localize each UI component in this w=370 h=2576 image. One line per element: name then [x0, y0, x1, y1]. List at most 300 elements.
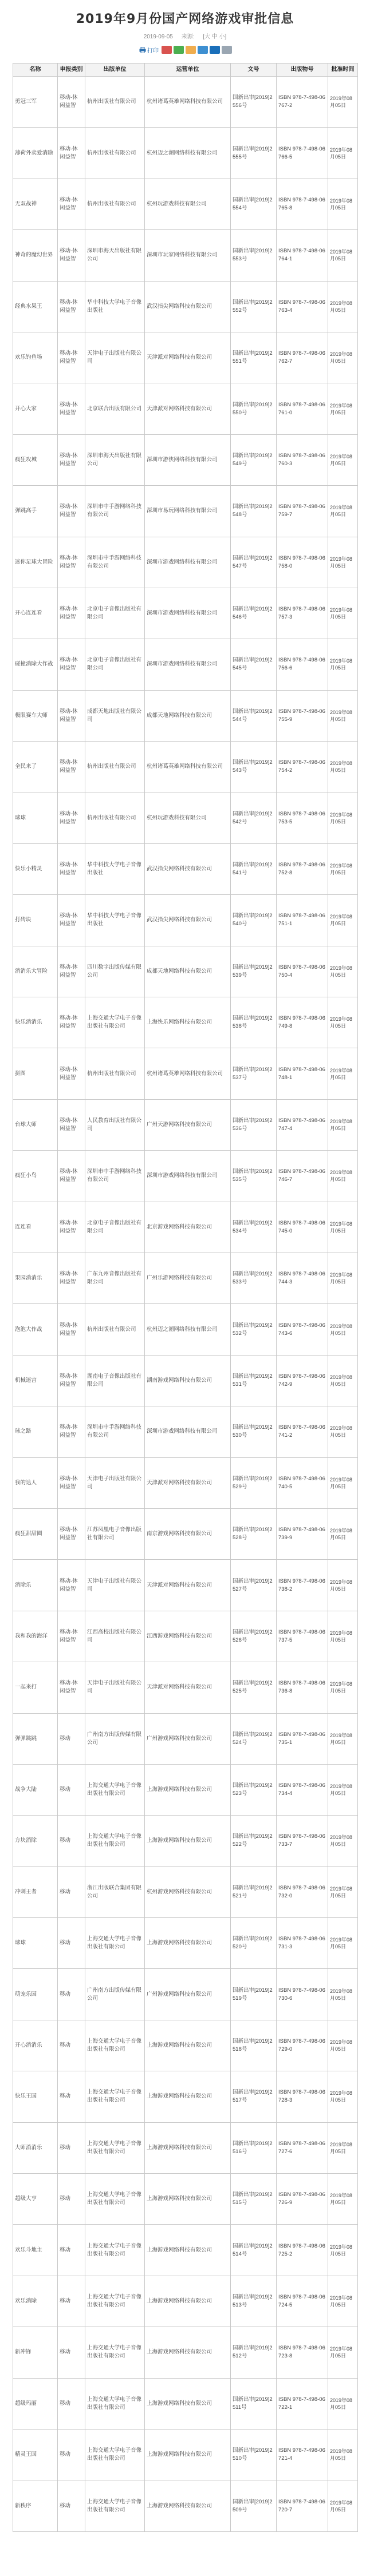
- isbn-cell: ISBN 978-7-498-06758-0: [277, 537, 328, 588]
- game-name-cell: 球球: [13, 792, 58, 843]
- table-row: [13, 946, 358, 997]
- approval-no-cell: 国新出审[2019]2511号: [231, 2378, 277, 2429]
- col-header-name: 名称: [13, 64, 58, 77]
- category-cell: 移动-休闲益智: [58, 1048, 85, 1099]
- table-row: [13, 2020, 358, 2071]
- approval-date-cell: 2019年08月05日: [328, 179, 358, 229]
- approval-date-cell: 2019年08月05日: [328, 2378, 358, 2429]
- publisher-cell: 杭州出版社有限公司: [85, 128, 145, 179]
- approval-date-cell: 2019年08月05日: [328, 742, 358, 792]
- approval-no-cell: 国新出审[2019]2522号: [231, 1816, 277, 1866]
- category-cell: 移动-休闲益智: [58, 179, 85, 229]
- page-title: 2019年9月份国产网络游戏审批信息: [76, 12, 294, 26]
- game-name-cell: 疯狂小鸟: [13, 1151, 58, 1202]
- publisher-cell: 浙江出版联合集团有限公司: [85, 1866, 145, 1917]
- table-row: [13, 690, 358, 741]
- isbn-cell: ISBN 978-7-498-06765-8: [277, 179, 328, 229]
- approval-date-cell: 2019年08月05日: [328, 1202, 358, 1253]
- isbn-cell: ISBN 978-7-498-06761-0: [277, 383, 328, 434]
- category-cell: 移动-休闲益智: [58, 281, 85, 332]
- approval-date-cell: 2019年08月05日: [328, 2429, 358, 2480]
- category-cell: 移动-休闲益智: [58, 792, 85, 843]
- approval-date-cell: 2019年08月05日: [328, 1304, 358, 1355]
- table-body: [13, 77, 358, 2532]
- operator-cell: 杭州游戏网络科技有限公司: [145, 1866, 231, 1917]
- source-label: 来源:: [181, 34, 195, 40]
- operator-cell: 上海游戏网络科技有限公司: [145, 2225, 231, 2276]
- share-toolbar: [13, 45, 357, 55]
- isbn-cell: ISBN 978-7-498-06735-1: [277, 1713, 328, 1764]
- isbn-cell: ISBN 978-7-498-06728-3: [277, 2071, 328, 2122]
- publisher-cell: 上海交通大学电子音像出版社有限公司: [85, 1816, 145, 1866]
- operator-cell: 上海游戏网络科技有限公司: [145, 2020, 231, 2071]
- operator-cell: 深圳市玩家网络科技有限公司: [145, 230, 231, 281]
- approval-no-cell: 国新出审[2019]2520号: [231, 1918, 277, 1969]
- publisher-cell: 上海交通大学电子音像出版社有限公司: [85, 2480, 145, 2531]
- publisher-cell: 杭州出版社有限公司: [85, 1304, 145, 1355]
- game-name-cell: 碰撞消除大作战: [13, 639, 58, 690]
- qzone-share-icon[interactable]: [186, 46, 196, 54]
- table-row: [13, 2225, 358, 2276]
- table-row: [13, 1406, 358, 1457]
- isbn-cell: ISBN 978-7-498-06740-5: [277, 1457, 328, 1508]
- approval-no-cell: 国新出审[2019]2546号: [231, 588, 277, 639]
- category-cell: 移动: [58, 1918, 85, 1969]
- category-cell: 移动-休闲益智: [58, 997, 85, 1048]
- isbn-cell: ISBN 978-7-498-06722-1: [277, 2378, 328, 2429]
- tencent-weibo-share-icon[interactable]: [198, 46, 208, 54]
- category-cell: 移动-休闲益智: [58, 230, 85, 281]
- approval-no-cell: 国新出审[2019]2519号: [231, 1969, 277, 2020]
- category-cell: 移动-休闲益智: [58, 332, 85, 383]
- isbn-cell: ISBN 978-7-498-06760-3: [277, 434, 328, 485]
- operator-cell: 杭州诸葛英雄网络科技有限公司: [145, 742, 231, 792]
- operator-cell: 杭州迈之潮网络科技有限公司: [145, 1304, 231, 1355]
- publisher-cell: 上海交通大学电子音像出版社有限公司: [85, 2122, 145, 2173]
- operator-cell: 天津派对网络科技有限公司: [145, 1662, 231, 1713]
- operator-cell: 杭州迈之潮网络科技有限公司: [145, 128, 231, 179]
- col-header-isbn: 出版物号: [277, 64, 328, 77]
- approval-no-cell: 国新出审[2019]2512号: [231, 2327, 277, 2378]
- approval-date-cell: 2019年08月05日: [328, 639, 358, 690]
- approval-no-cell: 国新出审[2019]2521号: [231, 1866, 277, 1917]
- approval-no-cell: 国新出审[2019]2556号: [231, 77, 277, 128]
- table-row: [13, 639, 358, 690]
- publisher-cell: 北京电子音像出版社有限公司: [85, 588, 145, 639]
- isbn-cell: ISBN 978-7-498-06747-4: [277, 1099, 328, 1150]
- approval-no-cell: 国新出审[2019]2528号: [231, 1508, 277, 1559]
- operator-cell: 上海游戏网络科技有限公司: [145, 2480, 231, 2531]
- isbn-cell: ISBN 978-7-498-06733-7: [277, 1816, 328, 1866]
- col-header-operator: 运营单位: [145, 64, 231, 77]
- operator-cell: 深圳市易玩网络科技有限公司: [145, 486, 231, 537]
- isbn-cell: ISBN 978-7-498-06734-4: [277, 1764, 328, 1815]
- category-cell: 移动-休闲益智: [58, 1611, 85, 1662]
- category-cell: 移动-休闲益智: [58, 77, 85, 128]
- table-row: [13, 2480, 358, 2531]
- approval-no-cell: 国新出审[2019]2542号: [231, 792, 277, 843]
- category-cell: 移动-休闲益智: [58, 1253, 85, 1303]
- operator-cell: 上海游戏网络科技有限公司: [145, 1764, 231, 1815]
- print-label: 打印: [147, 47, 159, 54]
- category-cell: 移动: [58, 1816, 85, 1866]
- publisher-cell: 深圳市中手游网络科技有限公司: [85, 1151, 145, 1202]
- publisher-cell: 成都天地出版社有限公司: [85, 690, 145, 741]
- category-cell: 移动-休闲益智: [58, 690, 85, 741]
- operator-cell: 深圳市游戏网络科技有限公司: [145, 537, 231, 588]
- approval-no-cell: 国新出审[2019]2538号: [231, 997, 277, 1048]
- approval-no-cell: 国新出审[2019]2540号: [231, 895, 277, 946]
- operator-cell: 湖南游戏网络科技有限公司: [145, 1355, 231, 1406]
- operator-cell: 深圳市游戏网络科技有限公司: [145, 588, 231, 639]
- isbn-cell: ISBN 978-7-498-06764-1: [277, 230, 328, 281]
- game-name-cell: 消消乐大冒险: [13, 946, 58, 997]
- operator-cell: 南京游戏网络科技有限公司: [145, 1508, 231, 1559]
- table-row: [13, 1764, 358, 1815]
- game-name-cell: 欢乐斗地主: [13, 2225, 58, 2276]
- approval-no-cell: 国新出审[2019]2539号: [231, 946, 277, 997]
- col-header-approval-no: 文号: [231, 64, 277, 77]
- operator-cell: 上海游戏网络科技有限公司: [145, 2122, 231, 2173]
- game-name-cell: 消除乐: [13, 1560, 58, 1611]
- operator-cell: 天津派对网络科技有限公司: [145, 383, 231, 434]
- game-name-cell: 弹弹跳跳: [13, 1713, 58, 1764]
- operator-cell: 杭州玩游戏科技有限公司: [145, 179, 231, 229]
- isbn-cell: ISBN 978-7-498-06743-6: [277, 1304, 328, 1355]
- publisher-cell: 天津电子出版社有限公司: [85, 1457, 145, 1508]
- publisher-cell: 杭州出版社有限公司: [85, 792, 145, 843]
- game-name-cell: 新冲锋: [13, 2327, 58, 2378]
- table-header: [13, 64, 358, 77]
- category-cell: 移动-休闲益智: [58, 1560, 85, 1611]
- publish-date: 2019-09-05: [143, 34, 173, 40]
- game-name-cell: 球之路: [13, 1406, 58, 1457]
- game-name-cell: 经典水果王: [13, 281, 58, 332]
- publisher-cell: 天津电子出版社有限公司: [85, 1662, 145, 1713]
- print-button[interactable]: [138, 46, 160, 54]
- game-name-cell: 连连看: [13, 1202, 58, 1253]
- table-row: [13, 1866, 358, 1917]
- approval-date-cell: 2019年08月05日: [328, 2020, 358, 2071]
- isbn-cell: ISBN 978-7-498-06757-3: [277, 588, 328, 639]
- isbn-cell: ISBN 978-7-498-06738-2: [277, 1560, 328, 1611]
- approval-date-cell: 2019年08月05日: [328, 537, 358, 588]
- operator-cell: 上海游戏网络科技有限公司: [145, 2071, 231, 2122]
- table-row: [13, 486, 358, 537]
- approval-date-cell: 2019年08月05日: [328, 486, 358, 537]
- category-cell: 移动: [58, 2327, 85, 2378]
- publisher-cell: 华中科技大学电子音像出版社: [85, 281, 145, 332]
- isbn-cell: ISBN 978-7-498-06744-3: [277, 1253, 328, 1303]
- category-cell: 移动-休闲益智: [58, 1151, 85, 1202]
- category-cell: 移动: [58, 1713, 85, 1764]
- operator-cell: 上海游戏网络科技有限公司: [145, 2429, 231, 2480]
- approval-no-cell: 国新出审[2019]2553号: [231, 230, 277, 281]
- operator-cell: 上海游戏网络科技有限公司: [145, 2276, 231, 2327]
- isbn-cell: ISBN 978-7-498-06754-2: [277, 742, 328, 792]
- renren-share-icon[interactable]: [210, 46, 220, 54]
- approval-no-cell: 国新出审[2019]2515号: [231, 2174, 277, 2225]
- publisher-cell: 上海交通大学电子音像出版社有限公司: [85, 2276, 145, 2327]
- approval-date-cell: 2019年08月05日: [328, 1662, 358, 1713]
- approval-date-cell: 2019年08月05日: [328, 1355, 358, 1406]
- table-row: [13, 1918, 358, 1969]
- category-cell: 移动-休闲益智: [58, 639, 85, 690]
- operator-cell: 上海游戏网络科技有限公司: [145, 1816, 231, 1866]
- approval-date-cell: 2019年08月05日: [328, 1764, 358, 1815]
- publisher-cell: 江西高校出版社有限公司: [85, 1611, 145, 1662]
- table-row: [13, 1253, 358, 1303]
- game-name-cell: 弹跳高手: [13, 486, 58, 537]
- approval-no-cell: 国新出审[2019]2543号: [231, 742, 277, 792]
- isbn-cell: ISBN 978-7-498-06723-8: [277, 2327, 328, 2378]
- approval-no-cell: 国新出审[2019]2544号: [231, 690, 277, 741]
- approval-no-cell: 国新出审[2019]2551号: [231, 332, 277, 383]
- category-cell: 移动: [58, 2429, 85, 2480]
- table-row: [13, 537, 358, 588]
- approval-date-cell: 2019年08月05日: [328, 1611, 358, 1662]
- more-share-icon[interactable]: [222, 46, 232, 54]
- publisher-cell: 上海交通大学电子音像出版社有限公司: [85, 2327, 145, 2378]
- publisher-cell: 北京联合出版有限公司: [85, 383, 145, 434]
- weibo-share-icon[interactable]: [162, 46, 172, 54]
- approval-date-cell: 2019年08月05日: [328, 2071, 358, 2122]
- isbn-cell: ISBN 978-7-498-06721-4: [277, 2429, 328, 2480]
- approval-no-cell: 国新出审[2019]2547号: [231, 537, 277, 588]
- approval-no-cell: 国新出审[2019]2529号: [231, 1457, 277, 1508]
- operator-cell: 上海快乐网络科技有限公司: [145, 997, 231, 1048]
- game-name-cell: 拼图: [13, 1048, 58, 1099]
- operator-cell: 北京游戏网络科技有限公司: [145, 1202, 231, 1253]
- publisher-cell: 深圳市中手游网络科技有限公司: [85, 1406, 145, 1457]
- game-name-cell: 快乐小精灵: [13, 843, 58, 894]
- approval-no-cell: 国新出审[2019]2531号: [231, 1355, 277, 1406]
- approval-no-cell: 国新出审[2019]2510号: [231, 2429, 277, 2480]
- operator-cell: 杭州诸葛英雄网络科技有限公司: [145, 77, 231, 128]
- publisher-cell: 深圳市海天出版社有限公司: [85, 230, 145, 281]
- category-cell: 移动-休闲益智: [58, 946, 85, 997]
- approval-date-cell: 2019年08月05日: [328, 1969, 358, 2020]
- category-cell: 移动: [58, 2174, 85, 2225]
- publisher-cell: 四川数字出版传媒有限公司: [85, 946, 145, 997]
- article: [0, 9, 370, 2532]
- game-name-cell: 精灵王国: [13, 2429, 58, 2480]
- article-meta: [13, 31, 357, 40]
- table-row: [13, 1816, 358, 1866]
- approval-date-cell: 2019年08月05日: [328, 434, 358, 485]
- approval-no-cell: 国新出审[2019]2537号: [231, 1048, 277, 1099]
- table-row: [13, 588, 358, 639]
- operator-cell: 天津派对网络科技有限公司: [145, 1457, 231, 1508]
- approval-date-cell: 2019年08月05日: [328, 1560, 358, 1611]
- game-name-cell: 大师消消乐: [13, 2122, 58, 2173]
- publisher-cell: 上海交通大学电子音像出版社有限公司: [85, 2378, 145, 2429]
- table-row: [13, 383, 358, 434]
- game-name-cell: 果园消消乐: [13, 1253, 58, 1303]
- game-name-cell: 球球: [13, 1918, 58, 1969]
- game-name-cell: 欢乐消除: [13, 2276, 58, 2327]
- approval-date-cell: 2019年08月05日: [328, 1918, 358, 1969]
- publisher-cell: 华中科技大学电子音像出版社: [85, 895, 145, 946]
- approval-no-cell: 国新出审[2019]2524号: [231, 1713, 277, 1764]
- approval-no-cell: 国新出审[2019]2552号: [231, 281, 277, 332]
- publisher-cell: 深圳市中手游网络科技有限公司: [85, 486, 145, 537]
- game-name-cell: 薄荷外卖爱消除: [13, 128, 58, 179]
- isbn-cell: ISBN 978-7-498-06730-6: [277, 1969, 328, 2020]
- category-cell: 移动-休闲益智: [58, 537, 85, 588]
- isbn-cell: ISBN 978-7-498-06767-2: [277, 77, 328, 128]
- category-cell: 移动-休闲益智: [58, 1202, 85, 1253]
- font-size-switcher[interactable]: [大 中 小]: [203, 34, 227, 40]
- approval-no-cell: 国新出审[2019]2554号: [231, 179, 277, 229]
- operator-cell: 广州游戏网络科技有限公司: [145, 1969, 231, 2020]
- approval-date-cell: 2019年08月05日: [328, 332, 358, 383]
- game-name-cell: 全民来了: [13, 742, 58, 792]
- approval-date-cell: 2019年08月05日: [328, 1406, 358, 1457]
- isbn-cell: ISBN 978-7-498-06739-9: [277, 1508, 328, 1559]
- publisher-cell: 广东九州音像出版社有限公司: [85, 1253, 145, 1303]
- game-name-cell: 快乐消消乐: [13, 997, 58, 1048]
- approval-no-cell: 国新出审[2019]2514号: [231, 2225, 277, 2276]
- approval-no-cell: 国新出审[2019]2545号: [231, 639, 277, 690]
- isbn-cell: ISBN 978-7-498-06759-7: [277, 486, 328, 537]
- table-row: [13, 1508, 358, 1559]
- table-row: [13, 1457, 358, 1508]
- approval-date-cell: 2019年08月05日: [328, 1508, 358, 1559]
- category-cell: 移动-休闲益智: [58, 434, 85, 485]
- publisher-cell: 北京电子音像出版社有限公司: [85, 639, 145, 690]
- table-row: [13, 1099, 358, 1150]
- isbn-cell: ISBN 978-7-498-06732-0: [277, 1866, 328, 1917]
- approval-date-cell: 2019年08月05日: [328, 1151, 358, 1202]
- table-row: [13, 1560, 358, 1611]
- isbn-cell: ISBN 978-7-498-06736-8: [277, 1662, 328, 1713]
- game-name-cell: 新秩序: [13, 2480, 58, 2531]
- category-cell: 移动: [58, 2276, 85, 2327]
- approval-no-cell: 国新出审[2019]2517号: [231, 2071, 277, 2122]
- game-name-cell: 开心消消乐: [13, 2020, 58, 2071]
- game-name-cell: 迷你足球大冒险: [13, 537, 58, 588]
- table-row: [13, 2122, 358, 2173]
- wechat-share-icon[interactable]: [174, 46, 184, 54]
- isbn-cell: ISBN 978-7-498-06766-5: [277, 128, 328, 179]
- operator-cell: 广州天游网络科技有限公司: [145, 1099, 231, 1150]
- table-row: [13, 2378, 358, 2429]
- approval-no-cell: 国新出审[2019]2532号: [231, 1304, 277, 1355]
- table-row: [13, 1611, 358, 1662]
- col-header-approval-date: 批准时间: [328, 64, 358, 77]
- approval-date-cell: 2019年08月05日: [328, 128, 358, 179]
- category-cell: 移动-休闲益智: [58, 588, 85, 639]
- approval-no-cell: 国新出审[2019]2534号: [231, 1202, 277, 1253]
- category-cell: 移动: [58, 2378, 85, 2429]
- operator-cell: 天津派对网络科技有限公司: [145, 332, 231, 383]
- table-row: [13, 1304, 358, 1355]
- isbn-cell: ISBN 978-7-498-06741-2: [277, 1406, 328, 1457]
- category-cell: 移动-休闲益智: [58, 1457, 85, 1508]
- publisher-cell: 华中科技大学电子音像出版社: [85, 843, 145, 894]
- game-name-cell: 无双战神: [13, 179, 58, 229]
- operator-cell: 武汉指尖网络科技有限公司: [145, 843, 231, 894]
- table-row: [13, 128, 358, 179]
- publisher-cell: 天津电子出版社有限公司: [85, 332, 145, 383]
- table-row: [13, 1969, 358, 2020]
- operator-cell: 广州游戏网络科技有限公司: [145, 1713, 231, 1764]
- operator-cell: 江西游戏网络科技有限公司: [145, 1611, 231, 1662]
- category-cell: 移动-休闲益智: [58, 1304, 85, 1355]
- publisher-cell: 杭州出版社有限公司: [85, 179, 145, 229]
- approval-date-cell: 2019年08月05日: [328, 997, 358, 1048]
- publisher-cell: 江苏凤凰电子音像出版社有限公司: [85, 1508, 145, 1559]
- approval-date-cell: 2019年08月05日: [328, 2122, 358, 2173]
- operator-cell: 武汉指尖网络科技有限公司: [145, 281, 231, 332]
- category-cell: 移动: [58, 1764, 85, 1815]
- operator-cell: 成都天地网络科技有限公司: [145, 946, 231, 997]
- game-name-cell: 超级大亨: [13, 2174, 58, 2225]
- approval-date-cell: 2019年08月05日: [328, 281, 358, 332]
- publisher-cell: 北京电子音像出版社有限公司: [85, 1202, 145, 1253]
- operator-cell: 上海游戏网络科技有限公司: [145, 2327, 231, 2378]
- table-row: [13, 2174, 358, 2225]
- operator-cell: 深圳市游戏网络科技有限公司: [145, 1151, 231, 1202]
- isbn-cell: ISBN 978-7-498-06746-7: [277, 1151, 328, 1202]
- isbn-cell: ISBN 978-7-498-06762-7: [277, 332, 328, 383]
- game-name-cell: 我的达人: [13, 1457, 58, 1508]
- table-row: [13, 1202, 358, 1253]
- publisher-cell: 上海交通大学电子音像出版社有限公司: [85, 2429, 145, 2480]
- isbn-cell: ISBN 978-7-498-06727-6: [277, 2122, 328, 2173]
- isbn-cell: ISBN 978-7-498-06742-9: [277, 1355, 328, 1406]
- approval-date-cell: 2019年08月05日: [328, 1713, 358, 1764]
- approval-no-cell: 国新出审[2019]2513号: [231, 2276, 277, 2327]
- publisher-cell: 杭州出版社有限公司: [85, 742, 145, 792]
- table-row: [13, 1355, 358, 1406]
- operator-cell: 上海游戏网络科技有限公司: [145, 2174, 231, 2225]
- isbn-cell: ISBN 978-7-498-06751-1: [277, 895, 328, 946]
- game-name-cell: 一起来打: [13, 1662, 58, 1713]
- category-cell: 移动-休闲益智: [58, 843, 85, 894]
- publisher-cell: 天津电子出版社有限公司: [85, 1560, 145, 1611]
- approval-date-cell: 2019年08月05日: [328, 2480, 358, 2531]
- category-cell: 移动: [58, 2071, 85, 2122]
- approval-no-cell: 国新出审[2019]2523号: [231, 1764, 277, 1815]
- isbn-cell: ISBN 978-7-498-06763-4: [277, 281, 328, 332]
- table-row: [13, 997, 358, 1048]
- table-row: [13, 1713, 358, 1764]
- approval-date-cell: 2019年08月05日: [328, 230, 358, 281]
- category-cell: 移动: [58, 2122, 85, 2173]
- table-row: [13, 77, 358, 128]
- isbn-cell: ISBN 978-7-498-06745-0: [277, 1202, 328, 1253]
- publisher-cell: 深圳市中手游网络科技有限公司: [85, 537, 145, 588]
- table-row: [13, 281, 358, 332]
- publisher-cell: 杭州出版社有限公司: [85, 77, 145, 128]
- approval-date-cell: 2019年08月05日: [328, 77, 358, 128]
- publisher-cell: 人民教育出版社有限公司: [85, 1099, 145, 1150]
- table-row: [13, 1151, 358, 1202]
- game-name-cell: 打砖块: [13, 895, 58, 946]
- publisher-cell: 广州南方出版传媒有限公司: [85, 1969, 145, 2020]
- operator-cell: 上海游戏网络科技有限公司: [145, 2378, 231, 2429]
- publisher-cell: 上海交通大学电子音像出版社有限公司: [85, 997, 145, 1048]
- isbn-cell: ISBN 978-7-498-06725-2: [277, 2225, 328, 2276]
- operator-cell: 杭州诸葛英雄网络科技有限公司: [145, 1048, 231, 1099]
- table-row: [13, 895, 358, 946]
- approval-date-cell: 2019年08月05日: [328, 2174, 358, 2225]
- category-cell: 移动-休闲益智: [58, 742, 85, 792]
- game-name-cell: 泡泡大作战: [13, 1304, 58, 1355]
- approval-date-cell: 2019年08月05日: [328, 1048, 358, 1099]
